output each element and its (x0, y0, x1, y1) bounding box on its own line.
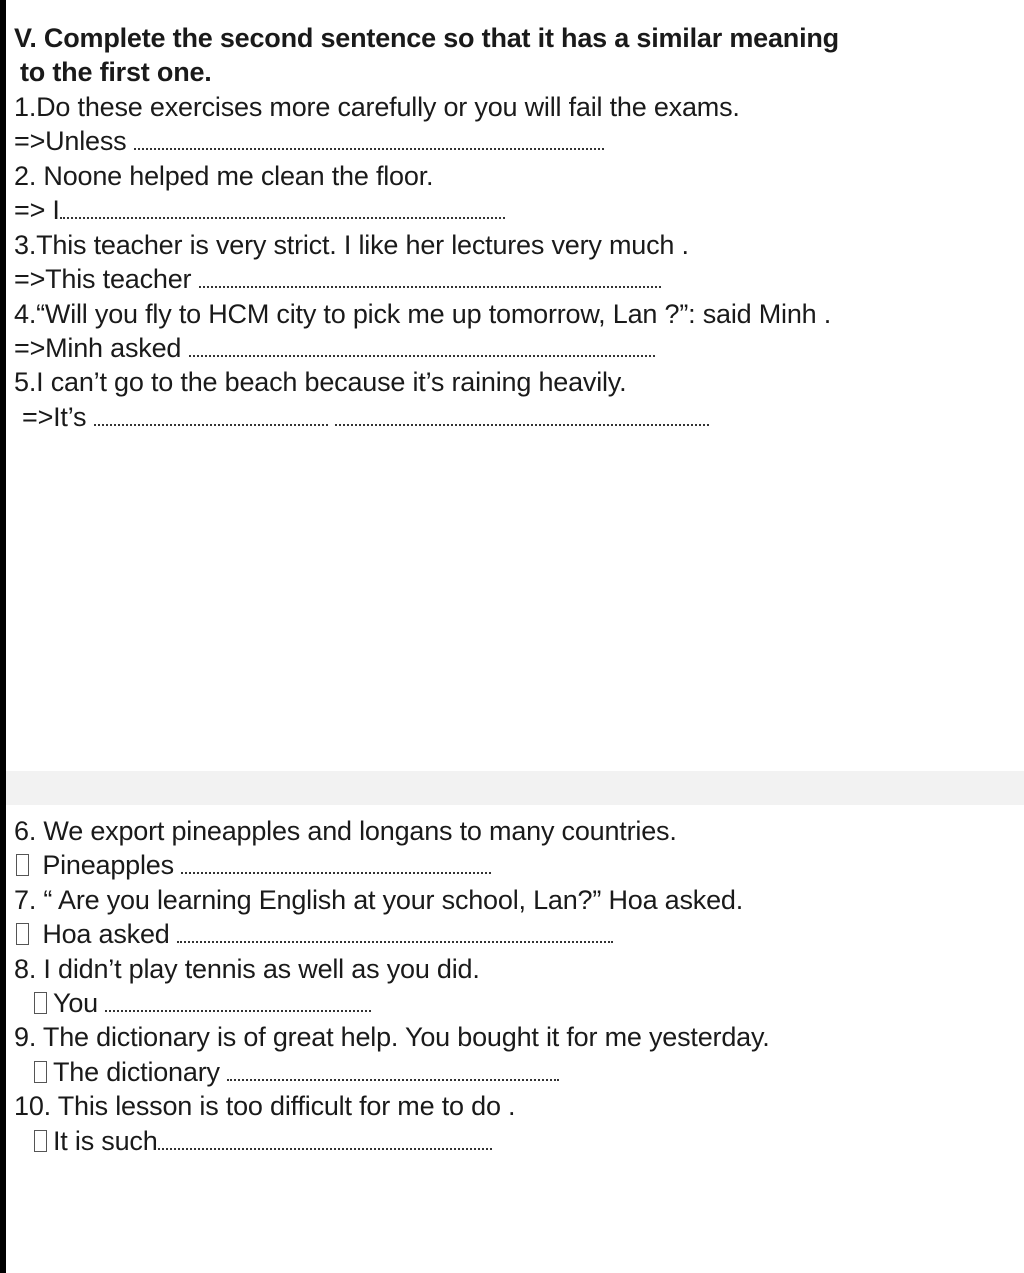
left-border (0, 0, 6, 1273)
answer-blank[interactable] (60, 195, 505, 219)
answer-prefix: => I (14, 195, 60, 225)
answer-prefix: =>Minh asked (14, 333, 182, 363)
question-9: 9. The dictionary is of great help. You bought it for me yesterday. (14, 1022, 770, 1052)
answer-prefix: The dictionary (53, 1057, 220, 1087)
answer-blank[interactable] (134, 126, 604, 150)
arrow-placeholder-icon (34, 1130, 47, 1152)
answer-line-6 (16, 848, 491, 882)
question-5: 5.I can’t go to the beach because it’s raining heavily. (14, 367, 627, 397)
answer-prefix: It is such (53, 1126, 158, 1156)
answer-blank[interactable] (189, 333, 655, 357)
answer-blank[interactable] (94, 402, 328, 426)
answer-line-2 (14, 193, 505, 227)
exercise-title: V. Complete the second sentence so that it has a similar meaning (14, 23, 839, 53)
question-8: 8. I didn’t play tennis as well as you did. (14, 954, 480, 984)
answer-blank-extension[interactable] (335, 402, 709, 426)
question-4: 4.“Will you fly to HCM city to pick me up tomorrow, Lan ?”: said Minh . (14, 299, 832, 329)
answer-blank[interactable] (177, 919, 613, 943)
answer-blank[interactable] (105, 988, 371, 1012)
exercise-title-continued: to the first one. (20, 57, 212, 87)
question-10: 10. This lesson is too difficult for me to do . (14, 1091, 516, 1121)
answer-line-1 (14, 124, 604, 158)
answer-prefix: =>It’s (22, 402, 87, 432)
answer-blank[interactable] (199, 264, 661, 288)
answer-line-9 (34, 1055, 559, 1089)
question-6: 6. We export pineapples and longans to many countries. (14, 816, 677, 846)
answer-line-3 (14, 262, 661, 296)
answer-prefix: Hoa asked (42, 919, 170, 949)
arrow-placeholder-icon (34, 992, 47, 1014)
answer-prefix: You (53, 988, 98, 1018)
answer-line-4 (14, 331, 655, 365)
answer-line-10 (34, 1124, 492, 1158)
answer-line-5 (22, 400, 709, 434)
answer-prefix: Pineapples (42, 850, 174, 880)
question-3: 3.This teacher is very strict. I like her lectures very much . (14, 230, 689, 260)
answer-prefix: =>Unless (14, 126, 127, 156)
page-separator (6, 771, 1024, 805)
question-1: 1.Do these exercises more carefully or you will fail the exams. (14, 92, 740, 122)
answer-line-8 (34, 986, 371, 1020)
arrow-placeholder-icon (16, 923, 29, 945)
question-7: 7. “ Are you learning English at your school, Lan?” Hoa asked. (14, 885, 744, 915)
arrow-placeholder-icon (34, 1061, 47, 1083)
answer-line-7 (16, 917, 613, 951)
answer-prefix: =>This teacher (14, 264, 192, 294)
arrow-placeholder-icon (16, 854, 29, 876)
question-2: 2. Noone helped me clean the floor. (14, 161, 434, 191)
answer-blank[interactable] (181, 850, 491, 874)
answer-blank[interactable] (158, 1126, 492, 1150)
answer-blank[interactable] (227, 1057, 559, 1081)
